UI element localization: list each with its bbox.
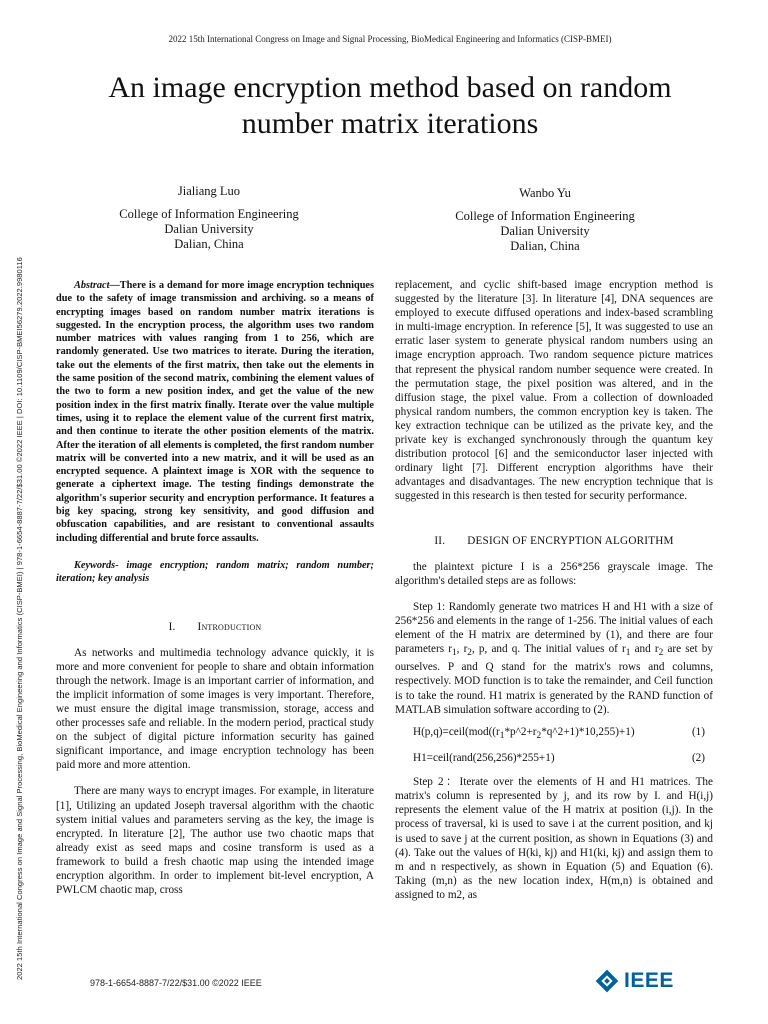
right-column — [395, 278, 713, 902]
author-univ: Dalian University — [500, 224, 590, 238]
step2-paragraph: Step 2：Iterate over the elements of H and H1 matrices. The matrix's column is represented by j, and its row by I. and H(i,j) represents the element value of the H matrix at position (i,j). In the process of traversal, ki is used to save i at the current position, and kj is used to save j at the current position, as shown in Equations (3) and (4). Take out the values of H(ki, kj) and H1(ki, kj) and assign them to m and n respectively, as shown in Equation (5) and Equation (6). Taking (m,n) as the new location index, H(m,n) is obtained and assigned to m2, as — [395, 776, 713, 901]
section-number: I. — [168, 620, 176, 633]
author-loc: Dalian, China — [174, 237, 244, 251]
author-dept: College of Information Engineering — [119, 207, 299, 221]
equation-1-number: (1) — [691, 725, 705, 738]
title-line-1: An image encryption method based on random — [108, 71, 672, 104]
author-loc: Dalian, China — [510, 239, 580, 253]
equation-1 — [395, 725, 713, 743]
abstract — [56, 279, 374, 545]
abstract-lead: Abstract — [74, 280, 110, 291]
equation-2 — [395, 751, 713, 765]
title-line-2: number matrix iterations — [241, 107, 539, 140]
doi-sidebar-text: 2022 15th International Congress on Image and Signal Processing, BioMedical Engineering and Informatics (CISP-BMEI) | 978-1-6654-8887-7/22/$31.00 ©2022 IEEE | DOI: 10.1109/CISP-BMEI56279.2022.9980116 — [15, 257, 24, 980]
related-work-paragraph: replacement, and cyclic shift-based image encryption method is suggested by the literature [3]. In literature [4], DNA sequences are employed to execute diffused operations and index-based scrambling in multi-image encryption. In reference [5], It was suggested to use an erratic laser system to generate physical random numbers using an image encryption approach. Two random sequence picture matrices that represent the physical random number sequence were created. In the permutation stage, the pixel position was altered, and in the diffusion stage, the pixel value. From a collection of downloaded physical random numbers, the common encryption key is taken. The key extraction technique can be utilized as the private key, and the private key is exchanged synchronously through the quantum key distribution protocol [6] and the semiconductor laser injected with ordinary light [7]. Different encryption algorithms have their advantages and disadvantages. The new encryption technique that is suggested in this research is then tested for security performance. — [395, 279, 713, 503]
intro-paragraph-1: As networks and multimedia technology advance quickly, it is more and more convenient for people to share and obtain information through the network. Image is an important carrier of information, and the implicit information of some images is very important. Therefore, we must ensure the digital image transmission, storage, access and other processes safe and reliable. In the modern period, practical study on the subject of digital picture information security has gained significant importance, and image encryption technology has been paid more and more attention. — [56, 646, 374, 772]
conference-header: 2022 15th International Congress on Image and Signal Processing, BioMedical Engineering and Informatics (CISP-BMEI) — [168, 34, 612, 44]
doi-sidebar — [12, 50, 28, 980]
author-block-2 — [440, 186, 650, 254]
ieee-logo-text: IEEE — [624, 969, 674, 992]
section-title: Introduction — [197, 620, 262, 633]
section-heading-introduction — [56, 620, 374, 634]
author-univ: Dalian University — [164, 222, 254, 236]
keywords: Keywords- image encryption; random matrix; random number; iteration; key analysis — [56, 559, 374, 585]
step1-paragraph: Step 1: Randomly generate two matrices H and H1 with a size of 256*256 and elements in the range of 1-256. The initial values of each element of the H matrix are determined by (1), and there are four parameters $r_1$, $r_2$, p, and q. The initial values of $r_1$ and $r_2$ are set by ourselves. P and Q stand for the matrix's rows and columns, respectively. MOD function is to take the remainder, and Ceil function is to take the round. H1 matrix is generated by the RAND function of MATLAB simulation software according to (2). — [395, 600, 713, 716]
abstract-text: There is a demand for more image encryption techniques due to the safety of image transmission and archiving. so a means of encrypting images based on random number matrix iterations is suggested. In the encryption process, the algorithm uses two random number matrices with values ranging from 1 to 256, which are randomly generated. Use two matrices to iterate. During the iteration, take out the elements of the first matrix, then take out the elements in the same position of the second matrix, combining the element values of the two to form a new position index, and get the value of the new position index in the first matrix finally. Iterate over the value multiple times, using it to replace the element value of the current first matrix, and then continue to iterate the other position elements of the matrix. After the iteration of all elements is completed, the first random number matrix will be converted into a new matrix, and it will be used as an encrypted sequence. A plaintext image is XOR with the sequence to generate a ciphertext image. The testing findings demonstrate the algorithm's superior security and encryption performance. It features a big key spacing, strong key sensitivity, and good diffusion and obfuscation capabilities, and are resistant to conventional assaults including differential and brute force assaults. — [56, 280, 374, 544]
footer-copyright: 978-1-6654-8887-7/22/$31.00 ©2022 IEEE — [90, 978, 262, 988]
equation-2-number: (2) — [691, 752, 705, 765]
left-column — [56, 279, 374, 897]
author-block-1 — [104, 184, 314, 252]
author-dept: College of Information Engineering — [455, 209, 635, 223]
author-name: Wanbo Yu — [519, 186, 571, 200]
ieee-logo — [594, 968, 674, 994]
design-intro-paragraph: the plaintext picture I is a 256*256 grayscale image. The algorithm's detailed steps are as follows: — [395, 560, 713, 587]
section-title: DESIGN OF ENCRYPTION ALGORITHM — [467, 534, 674, 547]
section-number: II. — [434, 534, 446, 547]
equation-2-body: H1=ceil(rand(256,256)*255+1) — [413, 752, 555, 765]
section-heading-design — [395, 534, 713, 548]
equation-1-body: $H(p,q)=ceil(mod((r_1*p\^{}2+r_2*q\^{}2+1)*10,255)+1)$ — [413, 725, 635, 741]
ieee-diamond-icon — [594, 968, 620, 994]
abstract-dash: — — [109, 280, 120, 291]
paper-title — [90, 70, 690, 142]
author-name: Jialiang Luo — [177, 184, 241, 198]
intro-paragraph-2: There are many ways to encrypt images. For example, in literature [1], Utilizing an updated Joseph traversal algorithm with the chaotic system initial values and parameters serving as the key, the image is encrypted. In literature [2], The author use two chaotic maps that already exist as seed maps and cosine transform is used as a framework to build a fresh chaotic map using the intended image encryption algorithm. In order to implement bit-level encryption, A PWLCM chaotic map, cross — [56, 785, 374, 897]
